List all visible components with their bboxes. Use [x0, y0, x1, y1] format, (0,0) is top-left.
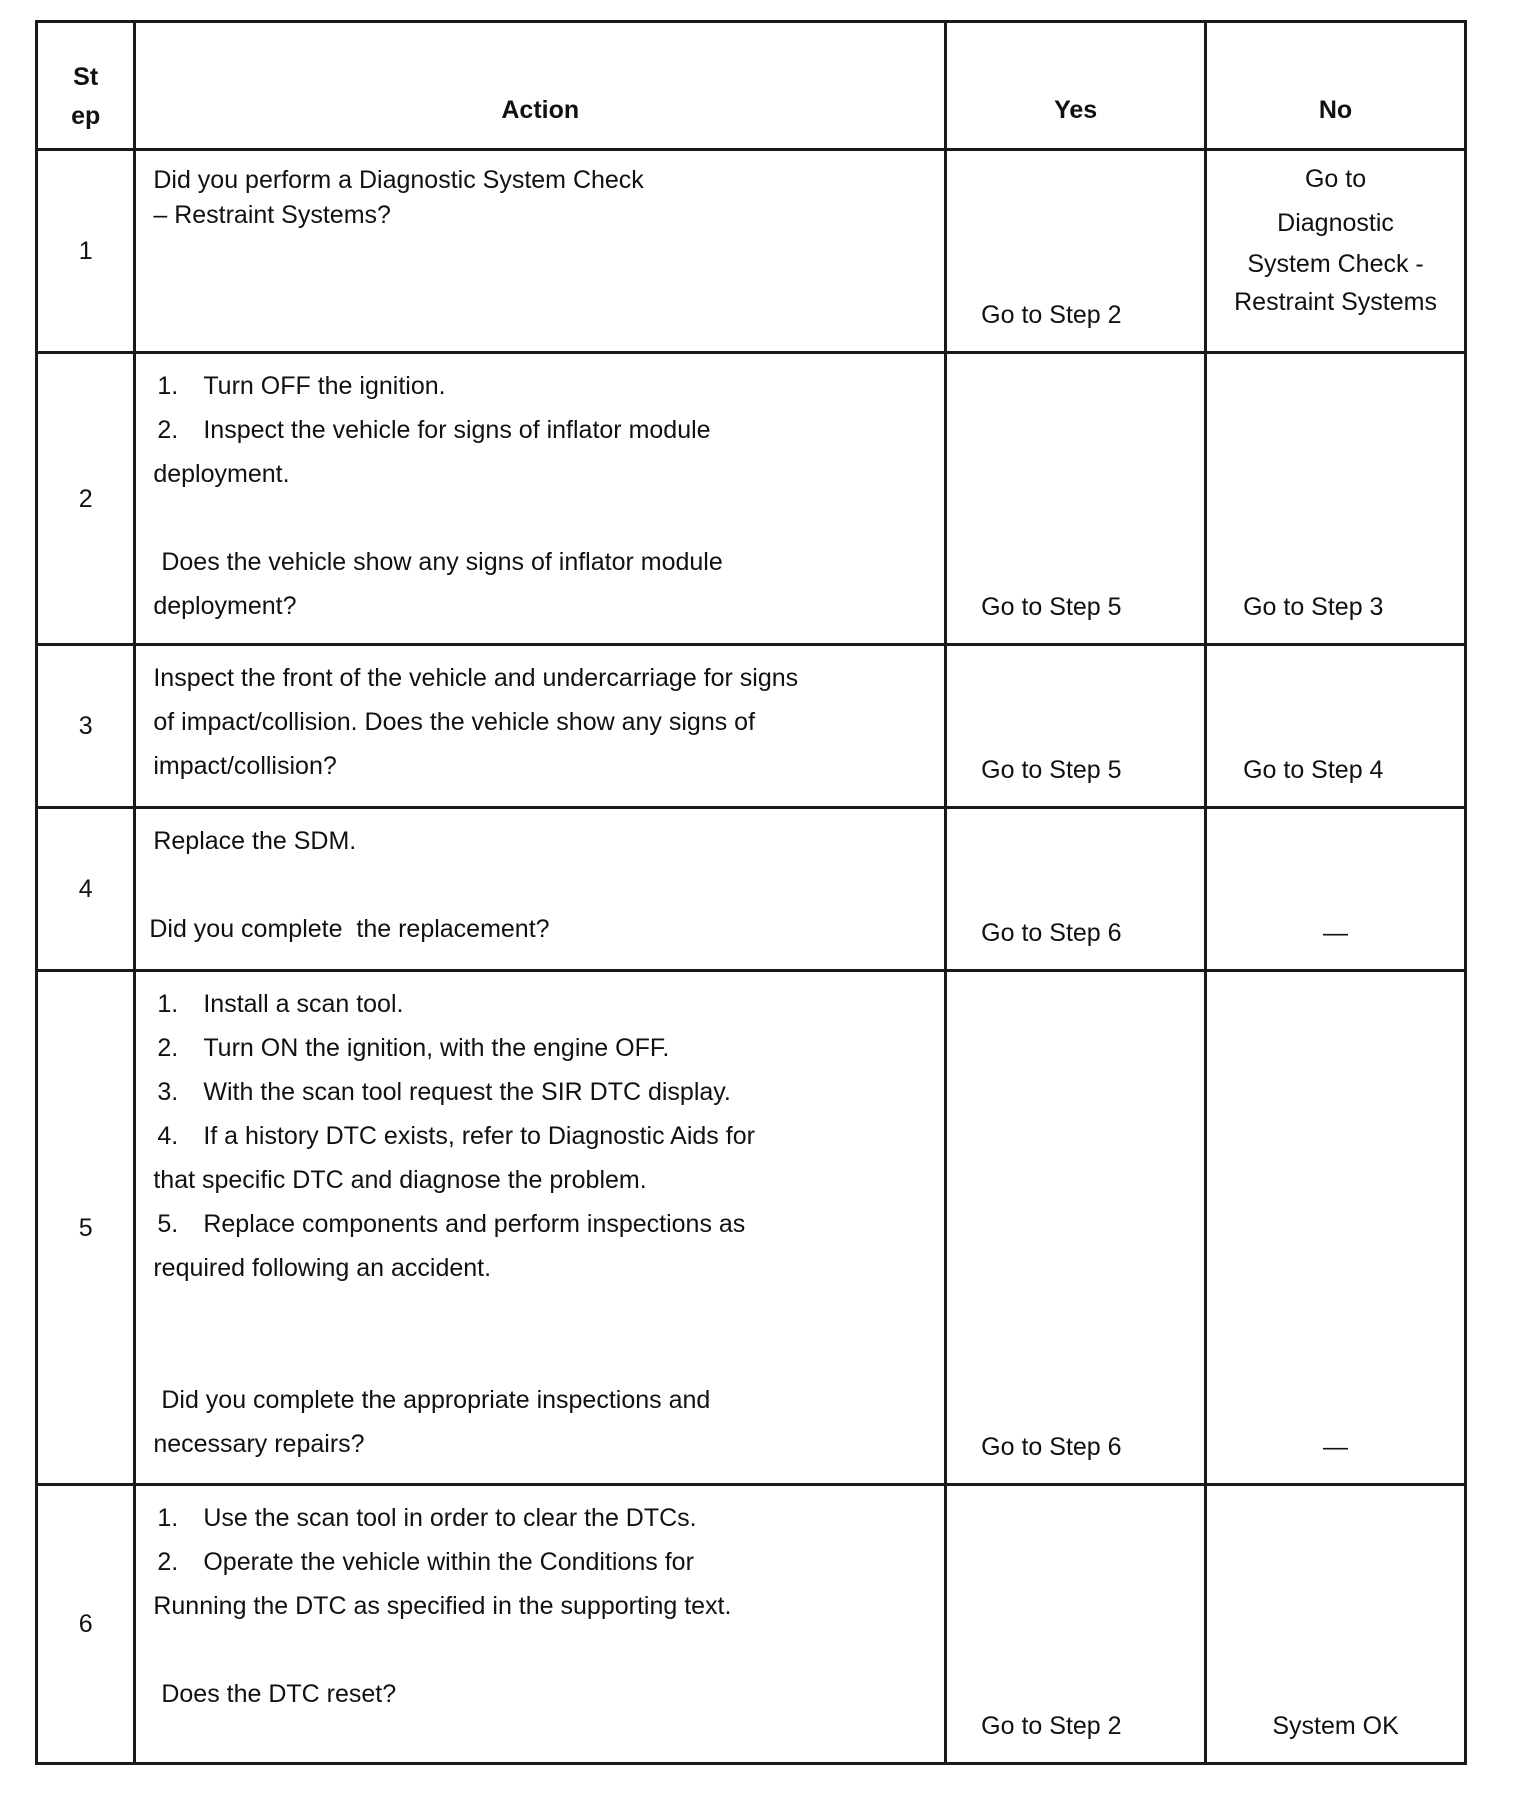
table-row: [37, 353, 1466, 645]
yes-cell: Go to Step 5: [946, 645, 1206, 808]
no-cell: —: [1206, 808, 1466, 971]
step-number: 2: [37, 353, 135, 645]
action-cell: Inspect the front of the vehicle and undercarriage for signs of impact/collision. Does the vehicle show any signs of impact/collision?: [135, 645, 946, 808]
no-cell: System OK: [1206, 1485, 1466, 1764]
action-cell: 1. Use the scan tool in order to clear the DTCs. 2. Operate the vehicle within the Conditions for Running the DTC as specified in the supporting text. Does the DTC reset?: [135, 1485, 946, 1764]
no-cell: Go to Diagnostic System Check - Restraint Systems: [1206, 150, 1466, 353]
yes-cell: Go to Step 6: [946, 808, 1206, 971]
no-cell: Go to Step 3: [1206, 353, 1466, 645]
no-cell: Go to Step 4: [1206, 645, 1466, 808]
step-number: 3: [37, 645, 135, 808]
action-cell: 1. Turn OFF the ignition. 2. Inspect the vehicle for signs of inflator module deployment. Does the vehicle show any signs of inflator module deployment?: [135, 353, 946, 645]
yes-cell: Go to Step 2: [946, 150, 1206, 353]
table-row: [37, 971, 1466, 1485]
step-number: 5: [37, 971, 135, 1485]
table-row: [37, 808, 1466, 971]
diagnostic-table: [35, 20, 1467, 1765]
action-cell: Replace the SDM. Did you complete the replacement?: [135, 808, 946, 971]
step-number: 4: [37, 808, 135, 971]
header-yes: Yes: [946, 22, 1206, 150]
step-number: 1: [37, 150, 135, 353]
header-step: St ep: [37, 22, 135, 150]
header-action: Action: [135, 22, 946, 150]
header-no: No: [1206, 22, 1466, 150]
step-number: 6: [37, 1485, 135, 1764]
yes-cell: Go to Step 5: [946, 353, 1206, 645]
action-cell: 1. Install a scan tool. 2. Turn ON the ignition, with the engine OFF. 3. With the scan tool request the SIR DTC display. 4. If a history DTC exists, refer to Diagnostic Aids for that specific DTC and diagnose the problem. 5. Replace components and perform inspections as required following an accident. Did you complete the appropriate inspections and necessary repairs?: [135, 971, 946, 1485]
yes-cell: Go to Step 2: [946, 1485, 1206, 1764]
no-cell: —: [1206, 971, 1466, 1485]
table-row: [37, 150, 1466, 353]
yes-cell: Go to Step 6: [946, 971, 1206, 1485]
header-row: [37, 22, 1466, 150]
table-row: [37, 645, 1466, 808]
action-cell: Did you perform a Diagnostic System Check – Restraint Systems?: [135, 150, 946, 353]
table-row: [37, 1485, 1466, 1764]
